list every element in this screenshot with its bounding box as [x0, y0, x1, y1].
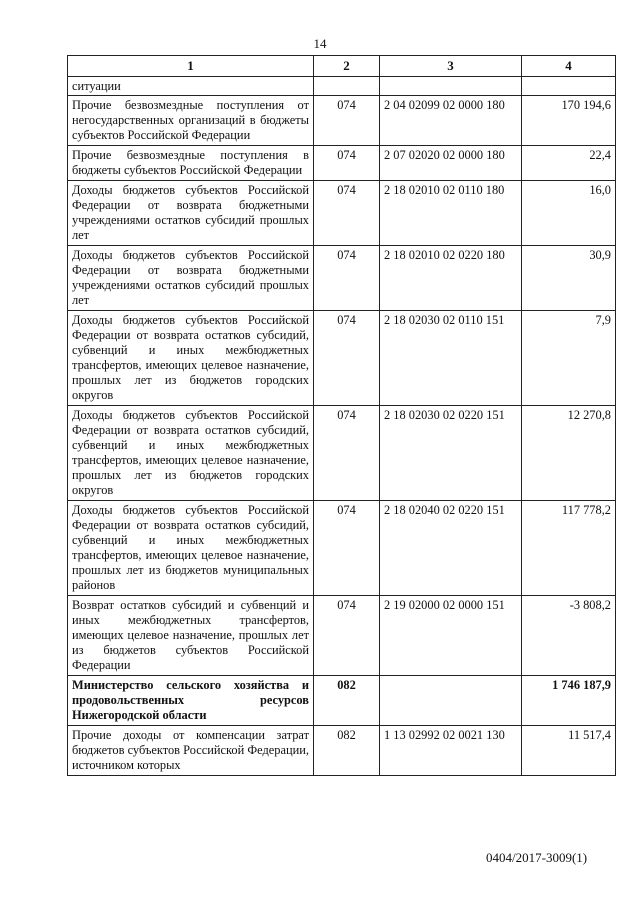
revenue-name-cell: Доходы бюджетов субъектов Российской Федерации от возврата остатков субсидий, субвенций и иных межбюджетных трансфертов, имеющих целевое назначение, прошлых лет из бюджетов муниципальных районов [68, 501, 314, 596]
revenue-name-cell: Возврат остатков субсидий и субвенций и иных межбюджетных трансфертов, имеющих целевое назначение, прошлых лет из бюджетов субъектов Российской Федерации [68, 596, 314, 676]
continuation-empty-cell [314, 77, 380, 96]
table-row [68, 596, 616, 676]
revenue-name-cell: Прочие доходы от компенсации затрат бюджетов субъектов Российской Федерации, источником которых [68, 726, 314, 776]
header-col-2: 2 [314, 56, 380, 77]
table-row [68, 96, 616, 146]
amount-cell: -3 808,2 [522, 596, 616, 676]
continuation-text: ситуации [68, 77, 314, 96]
admin-code-cell: 074 [314, 246, 380, 311]
table-header [68, 56, 616, 77]
admin-code-cell: 074 [314, 146, 380, 181]
amount-cell: 7,9 [522, 311, 616, 406]
budget-classification-code-cell: 2 07 02020 02 0000 180 [380, 146, 522, 181]
budget-classification-code-cell: 2 18 02030 02 0220 151 [380, 406, 522, 501]
revenue-name-cell: Министерство сельского хозяйства и продовольственных ресурсов Нижегородской области [68, 676, 314, 726]
amount-cell: 12 270,8 [522, 406, 616, 501]
admin-code-cell: 074 [314, 311, 380, 406]
table-row [68, 311, 616, 406]
revenue-name-cell: Доходы бюджетов субъектов Российской Федерации от возврата остатков субсидий, субвенций и иных межбюджетных трансфертов, имеющих целевое назначение, прошлых лет из бюджетов городских округов [68, 406, 314, 501]
admin-code-cell: 074 [314, 501, 380, 596]
table-body [68, 77, 616, 776]
table-row [68, 181, 616, 246]
table-row [68, 726, 616, 776]
table-row [68, 246, 616, 311]
amount-cell: 117 778,2 [522, 501, 616, 596]
budget-classification-code-cell: 2 18 02010 02 0110 180 [380, 181, 522, 246]
admin-code-cell: 074 [314, 596, 380, 676]
amount-cell: 22,4 [522, 146, 616, 181]
header-col-4: 4 [522, 56, 616, 77]
page-number: 14 [313, 36, 327, 51]
budget-classification-code-cell [380, 676, 522, 726]
header-col-3: 3 [380, 56, 522, 77]
budget-classification-code-cell: 2 18 02010 02 0220 180 [380, 246, 522, 311]
budget-classification-code-cell: 2 18 02030 02 0110 151 [380, 311, 522, 406]
amount-cell: 170 194,6 [522, 96, 616, 146]
table-row [68, 676, 616, 726]
admin-code-cell: 082 [314, 676, 380, 726]
revenue-name-cell: Доходы бюджетов субъектов Российской Федерации от возврата бюджетными учреждениями остатков субсидий прошлых лет [68, 181, 314, 246]
revenue-name-cell: Доходы бюджетов субъектов Российской Федерации от возврата бюджетными учреждениями остатков субсидий прошлых лет [68, 246, 314, 311]
revenue-table [67, 55, 616, 776]
revenue-name-cell: Прочие безвозмездные поступления от негосударственных организаций в бюджеты субъектов Российской Федерации [68, 96, 314, 146]
table-row [68, 406, 616, 501]
admin-code-cell: 074 [314, 406, 380, 501]
table-row [68, 146, 616, 181]
continuation-row [68, 77, 616, 96]
continuation-empty-cell [522, 77, 616, 96]
amount-cell: 30,9 [522, 246, 616, 311]
budget-classification-code-cell: 2 18 02040 02 0220 151 [380, 501, 522, 596]
amount-cell: 1 746 187,9 [522, 676, 616, 726]
admin-code-cell: 082 [314, 726, 380, 776]
table-row [68, 501, 616, 596]
budget-classification-code-cell: 2 19 02000 02 0000 151 [380, 596, 522, 676]
document-code: 0404/2017-3009(1) [486, 850, 588, 865]
admin-code-cell: 074 [314, 96, 380, 146]
amount-cell: 11 517,4 [522, 726, 616, 776]
amount-cell: 16,0 [522, 181, 616, 246]
budget-classification-code-cell: 1 13 02992 02 0021 130 [380, 726, 522, 776]
header-col-1: 1 [68, 56, 314, 77]
revenue-name-cell: Прочие безвозмездные поступления в бюджеты субъектов Российской Федерации [68, 146, 314, 181]
admin-code-cell: 074 [314, 181, 380, 246]
revenue-name-cell: Доходы бюджетов субъектов Российской Федерации от возврата остатков субсидий, субвенций и иных межбюджетных трансфертов, имеющих целевое назначение, прошлых лет из бюджетов городских округов [68, 311, 314, 406]
continuation-empty-cell [380, 77, 522, 96]
budget-classification-code-cell: 2 04 02099 02 0000 180 [380, 96, 522, 146]
